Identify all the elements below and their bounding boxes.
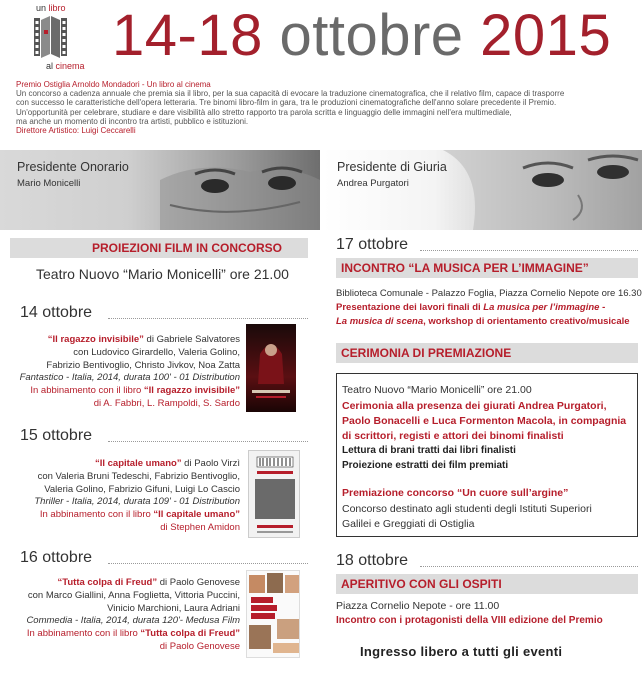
logo-bottom-text: al cinema (46, 61, 85, 71)
aperitivo-venue: Piazza Cornelio Nepote - ore 11.00 (336, 600, 500, 612)
ceremony-line: di scrittori, registi e attori dei binomi finalisti (342, 430, 564, 442)
incontro-venue: Biblioteca Comunale - Palazzo Foglia, Piazza Cornelio Nepote ore 16.30 (336, 288, 642, 299)
jury-president-panel (323, 150, 642, 230)
ceremony-line: Paolo Bonacelli e Luca Formenton Macola, in compagnia (342, 415, 627, 427)
divider (420, 566, 638, 567)
honorary-president-role: Presidente Onorario (17, 160, 129, 174)
day-16: 16 ottobre (20, 549, 93, 566)
ceremony-venue: Teatro Nuovo “Mario Monicelli” ore 21.00 (342, 384, 532, 396)
honorary-president-panel (0, 150, 320, 230)
left-venue: Teatro Nuovo “Mario Monicelli” ore 21.00 (36, 266, 289, 282)
section-cerimonia: CERIMONIA DI PREMIAZIONE (336, 343, 638, 363)
day-17: 17 ottobre (336, 236, 409, 253)
intro-text (16, 80, 628, 135)
logo-top-text: un libro (36, 3, 66, 13)
film-director: di Gabriele Salvatores (143, 334, 240, 345)
day-14: 14 ottobre (20, 304, 93, 321)
poster-capitale-umano (248, 450, 300, 538)
intro-line: Un'opportunità per celebrare, studiare e dare visibilità allo stretto rapporto tra parola scritta e linguaggio delle immagini nell'era multimediale, (16, 107, 512, 117)
honorary-president-name: Mario Monicelli (17, 178, 81, 189)
poster-ragazzo-invisibile (246, 324, 296, 412)
page-title (112, 2, 611, 70)
film-cast: Valeria Golino, Fabrizio Gifuni, Luigi Lo Cascio (44, 483, 240, 495)
intro-heading: Premio Ostiglia Arnoldo Mondadori - Un libro al cinema (16, 80, 211, 89)
logo (20, 3, 85, 73)
day-15: 15 ottobre (20, 427, 93, 444)
title-year: 2015 (480, 3, 612, 68)
film-cast: Vinicio Marchioni, Laura Adriani (107, 602, 240, 614)
divider (108, 441, 308, 442)
intro-line: con successo le caratteristiche dell'opera letteraria. Tre binomi libro-film in gara, tra le produzioni cinematografiche dell'anno solare precedente il Premio. (16, 98, 557, 108)
film-director: di Paolo Virzì (181, 458, 240, 469)
film-cast: con Valeria Bruni Tedeschi, Fabrizio Bentivoglio, (37, 470, 240, 482)
divider (108, 563, 308, 564)
ceremony-reading: Lettura di brani tratti dai libri finalisti (342, 445, 516, 456)
film-title: “Il capitale umano” (94, 458, 182, 469)
film-info: Commedia - Italia, 2014, durata 120'- Medusa Film (26, 615, 240, 627)
film-cast: con Marco Giallini, Anna Foglietta, Vittoria Puccini, (27, 589, 240, 601)
intro-line: ma anche un momento di incontro tra artisti, pubblico e istituzioni. (16, 116, 249, 126)
film-title: “Il ragazzo invisibile” (47, 334, 144, 345)
film-entry-14 (10, 334, 240, 418)
artistic-director: Direttore Artistico: Luigi Ceccarelli (16, 126, 136, 136)
section-aperitivo: APERITIVO CON GLI OSPITI (336, 574, 638, 594)
film-director: di Paolo Genovese (157, 577, 240, 588)
prize-title: Premiazione concorso “Un cuore sull’argine” (342, 487, 569, 499)
title-month: ottobre (279, 3, 464, 68)
book-film-icon (34, 14, 68, 60)
presidents-banner (0, 150, 642, 230)
incontro-desc-1: Presentazione dei lavori finali di La musica per l’immagine - (336, 302, 606, 313)
book-author: di A. Fabbri, L. Rampoldi, S. Sardo (93, 397, 240, 409)
day-18: 18 ottobre (336, 552, 409, 569)
jury-president-role: Presidente di Giuria (337, 160, 447, 174)
film-entry-15 (10, 458, 240, 542)
film-cast: con Ludovico Girardello, Valeria Golino, (73, 346, 240, 358)
jury-president-name: Andrea Purgatori (337, 178, 409, 189)
film-info: Fantastico - Italia, 2014, durata 100' - 01 Distribution (19, 372, 240, 384)
book-title: “Tutta colpa di Freud” (140, 628, 240, 640)
section-proiezioni: PROIEZIONI FILM IN CONCORSO (10, 238, 308, 258)
ceremony-projection: Proiezione estratti dei film premiati (342, 460, 509, 471)
section-incontro: INCONTRO “LA MUSICA PER L’IMMAGINE” (336, 258, 638, 278)
prize-desc: Concorso destinato agli studenti degli Istituti Superiori (342, 503, 592, 515)
prize-desc: Galilei e Greggiati di Ostiglia (342, 518, 475, 530)
incontro-desc-2: La musica di scena, workshop di orientamento creativo/musicale (336, 316, 630, 327)
ceremony-box (336, 373, 638, 537)
divider (420, 250, 638, 251)
book-title: “Il capitale umano” (153, 509, 240, 521)
book-pairing: In abbinamento con il libro (26, 628, 141, 640)
divider (108, 318, 308, 319)
title-dates: 14-18 (112, 3, 263, 68)
book-author: di Paolo Genovese (159, 640, 240, 652)
book-pairing: In abbinamento con il libro (30, 385, 144, 397)
aperitivo-desc: Incontro con i protagonisti della VIII edizione del Premio (336, 615, 603, 626)
book-author: di Stephen Amidon (160, 521, 240, 533)
film-cast: Fabrizio Bentivoglio, Christo Jivkov, Noa Zatta (46, 359, 240, 371)
intro-line: Un concorso a cadenza annuale che premia sia il libro, per la sua capacità di evocare la traduzione cinematografica, che il relativo film, capace di trasporre (16, 89, 565, 99)
film-entry-16 (10, 577, 240, 661)
book-title: “Il ragazzo invisibile” (143, 385, 240, 397)
book-pairing: In abbinamento con il libro (39, 509, 154, 521)
footer-free-entry: Ingresso libero a tutti gli eventi (360, 644, 563, 659)
film-title: “Tutta colpa di Freud” (57, 577, 158, 588)
ceremony-line: Cerimonia alla presenza dei giurati Andrea Purgatori, (342, 400, 607, 412)
poster-tutta-colpa-di-freud (246, 570, 300, 658)
film-info: Thriller - Italia, 2014, durata 109' - 01 Distribution (34, 496, 240, 508)
